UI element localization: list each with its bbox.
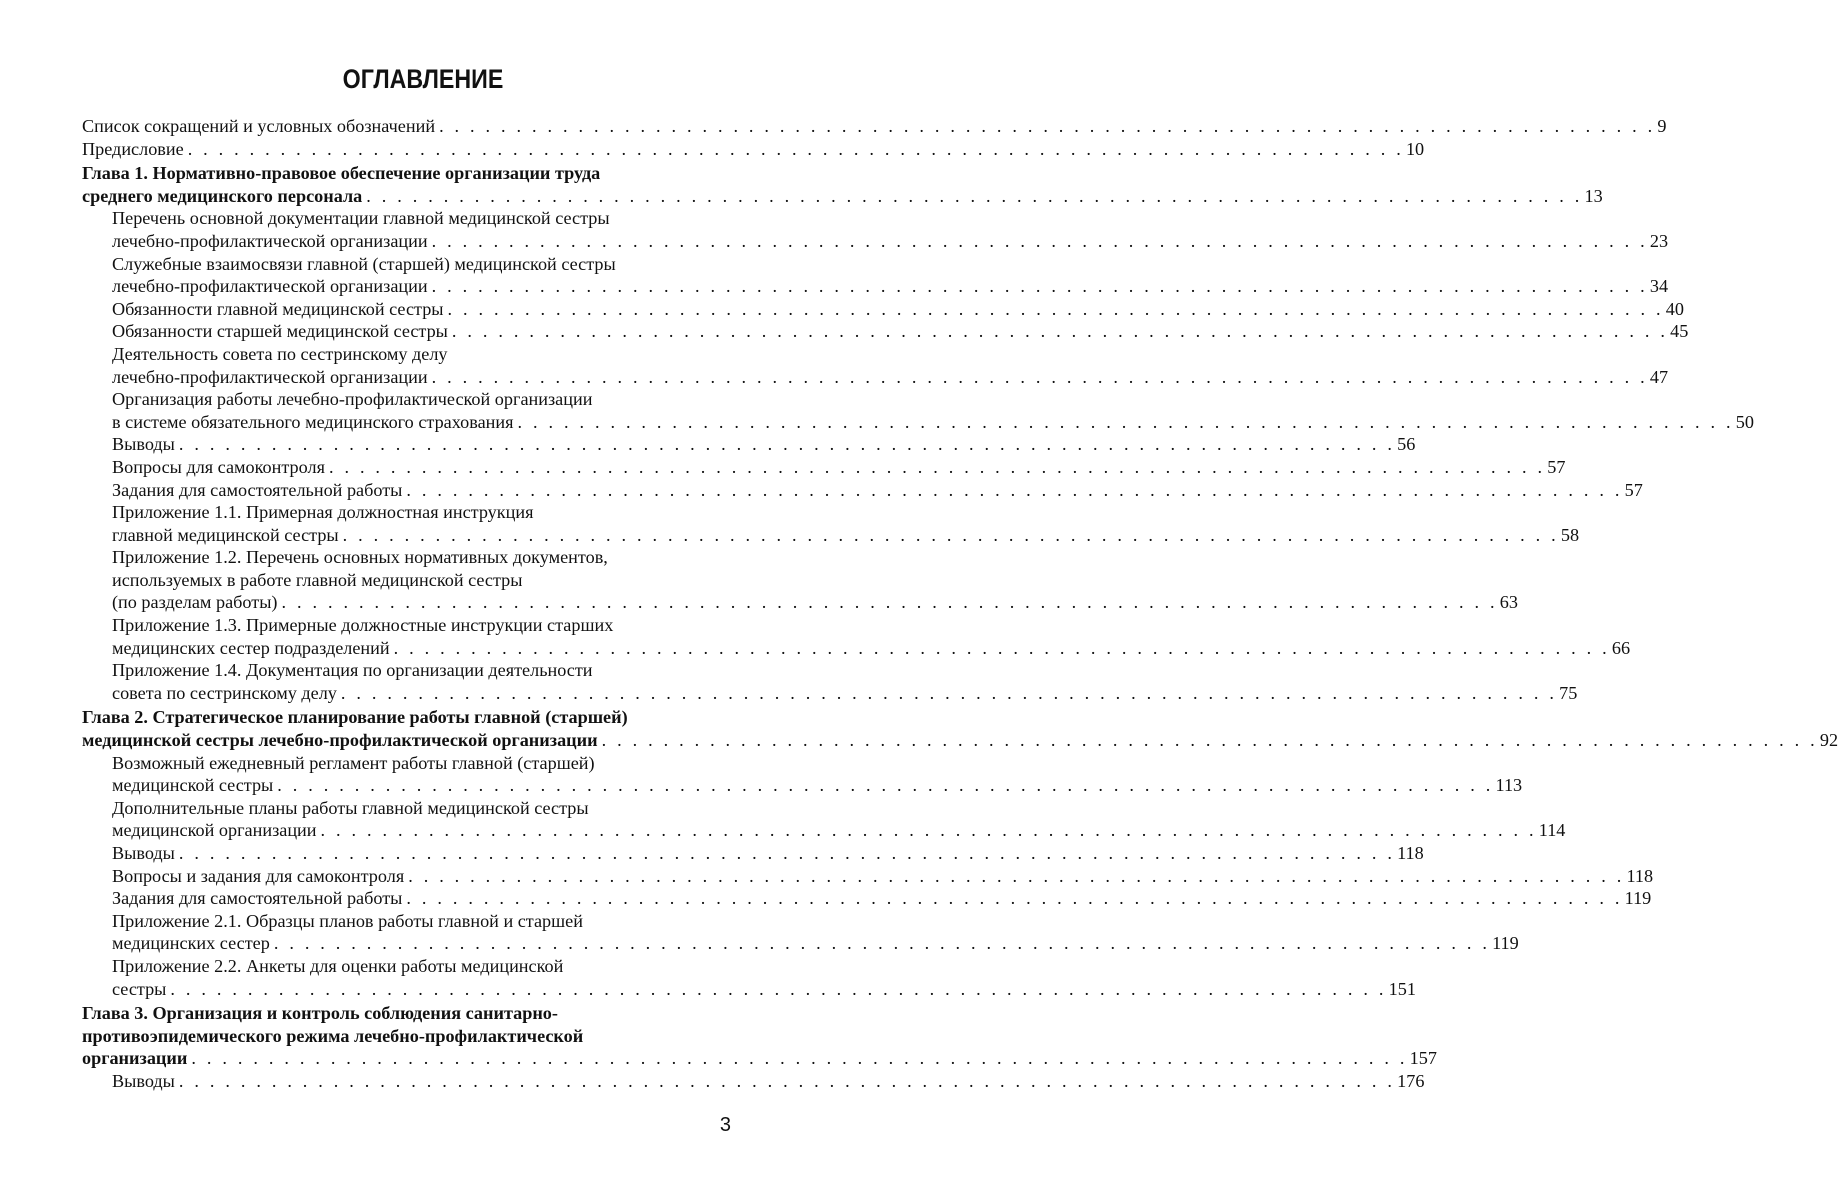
toc-subentry[interactable]	[82, 865, 1654, 888]
dot-leader: . . . . . . . . . . . . . . . . . . . . . . . . . . . . . . . . . . . . . . . . . . . . . . . . . . . . . . . . . . . . . . . . . . . . . . . . . . . . . . .	[406, 479, 1623, 500]
dot-leader: . . . . . . . . . . . . . . . . . . . . . . . . . . . . . . . . . . . . . . . . . . . . . . . . . . . . . . . . . . . . . . . . . . . . . . . . . . . . . . .	[320, 820, 1537, 841]
toc-entry-line: используемых в работе главной медицинской сестры	[112, 569, 523, 590]
toc-entry-last-line	[82, 185, 1603, 208]
toc-entry-last-line	[112, 366, 1669, 389]
toc-page-number: 118	[1397, 843, 1424, 863]
toc-entry-text: Вопросы и задания для самоконтроля	[112, 865, 405, 886]
toc-page-number: 57	[1624, 479, 1643, 500]
toc-entry-last-line	[112, 865, 1654, 888]
toc-page-number: 47	[1649, 366, 1669, 387]
toc-entry-line: Глава 1. Нормативно-правовое обеспечение организации труда	[82, 163, 601, 184]
toc-entry-last-line	[82, 729, 1838, 752]
dot-leader: . . . . . . . . . . . . . . . . . . . . . . . . . . . . . . . . . . . . . . . . . . . . . . . . . . . . . . . . . . . . . . . . . . . . . . . . . . . . . . .	[277, 775, 1494, 796]
dot-leader: . . . . . . . . . . . . . . . . . . . . . . . . . . . . . . . . . . . . . . . . . . . . . . . . . . . . . . . . . . . . . . . . . . . . . . . . . . . . . . .	[431, 276, 1648, 297]
dot-leader: . . . . . . . . . . . . . . . . . . . . . . . . . . . . . . . . . . . . . . . . . . . . . . . . . . . . . . . . . . . . . . . . . . . . . . . . . . . . . . .	[451, 321, 1669, 342]
toc-subentry[interactable]	[82, 842, 1424, 865]
toc-entry-text: медицинских сестер подразделений	[112, 637, 390, 658]
table-of-contents	[82, 115, 1838, 1093]
toc-page-number: 57	[1547, 456, 1566, 477]
toc-entry-text: Обязанности старшей медицинской сестры	[112, 321, 448, 342]
toc-entry-text: Выводы	[112, 434, 175, 455]
toc-subentry[interactable]	[82, 910, 1519, 955]
dot-leader: . . . . . . . . . . . . . . . . . . . . . . . . . . . . . . . . . . . . . . . . . . . . . . . . . . . . . . . . . . . . . . . . . . . . . . . . . . . . . . .	[342, 524, 1559, 545]
toc-page-number: 119	[1492, 933, 1519, 954]
dot-leader: . . . . . . . . . . . . . . . . . . . . . . . . . . . . . . . . . . . . . . . . . . . . . . . . . . . . . . . . . . . . . . . . . . . . . . . . . . . . . . .	[178, 843, 1396, 863]
toc-page-number: 119	[1624, 888, 1652, 909]
toc-entry-text: среднего медицинского персонала	[82, 185, 363, 206]
toc-chapter-entry[interactable]	[82, 162, 1603, 207]
dot-leader: . . . . . . . . . . . . . . . . . . . . . . . . . . . . . . . . . . . . . . . . . . . . . . . . . . . . . . . . . . . . . . . . . . . . . . . . . . . . . . .	[191, 1048, 1408, 1069]
toc-entry-last-line	[112, 591, 1518, 614]
toc-entry-line: Деятельность совета по сестринскому делу	[112, 343, 448, 364]
dot-leader: . . . . . . . . . . . . . . . . . . . . . . . . . . . . . . . . . . . . . . . . . . . . . . . . . . . . . . . . . . . . . . . . . . . . . . . . . . . . . . .	[447, 298, 1664, 319]
dot-leader: . . . . . . . . . . . . . . . . . . . . . . . . . . . . . . . . . . . . . . . . . . . . . . . . . . . . . . . . . . . . . . . . . . . . . . . . . . . . . . .	[408, 865, 1625, 886]
toc-entry-text: совета по сестринскому делу	[112, 682, 337, 703]
toc-subentry[interactable]	[82, 388, 1754, 433]
toc-entry-line: Приложение 1.4. Документация по организации деятельности	[112, 660, 593, 681]
toc-entry-last-line	[112, 230, 1669, 253]
toc-entry-line: Дополнительные планы работы главной медицинской сестры	[112, 797, 589, 818]
toc-entry[interactable]	[82, 138, 1425, 161]
toc-entry-line: Организация работы лечебно-профилактической организации	[112, 389, 593, 410]
toc-entry-last-line	[112, 774, 1523, 797]
toc-entry-line: Приложение 1.2. Перечень основных нормативных документов,	[112, 547, 608, 568]
toc-page-number: 10	[1405, 138, 1425, 159]
toc-subentry[interactable]	[82, 752, 1523, 797]
toc-entry-text: медицинской сестры	[112, 775, 274, 796]
toc-page-number: 13	[1584, 185, 1603, 206]
toc-page-number: 56	[1397, 434, 1416, 455]
toc-page-number: 118	[1626, 865, 1654, 886]
toc-entry-text: лечебно-профилактической организации	[112, 366, 428, 387]
dot-leader: . . . . . . . . . . . . . . . . . . . . . . . . . . . . . . . . . . . . . . . . . . . . . . . . . . . . . . . . . . . . . . . . . . . . . . . . . . . . . . .	[431, 230, 1648, 251]
toc-subentry[interactable]	[82, 546, 1518, 614]
toc-page-number: 66	[1611, 637, 1631, 658]
toc-entry-last-line	[112, 978, 1416, 1001]
toc-entry-text: лечебно-профилактической организации	[112, 230, 428, 251]
toc-subentry[interactable]	[82, 797, 1566, 842]
toc-entry-line: Приложение 1.3. Примерные должностные инструкции старших	[112, 615, 614, 636]
toc-entry-last-line	[112, 1070, 1425, 1093]
toc-entry-line: противоэпидемического режима лечебно-профилактической	[82, 1025, 584, 1046]
toc-entry-last-line	[112, 275, 1669, 298]
toc-entry-text: Задания для самостоятельной работы	[112, 888, 403, 909]
toc-entry-text: в системе обязательного медицинского страхования	[112, 411, 514, 432]
toc-entry-last-line	[112, 411, 1754, 434]
toc-entry-last-line	[112, 456, 1566, 479]
toc-entry-line: Возможный ежедневный регламент работы главной (старшей)	[112, 752, 595, 773]
toc-subentry[interactable]	[82, 433, 1416, 456]
toc-page-number: 23	[1649, 230, 1669, 251]
toc-subentry[interactable]	[82, 207, 1669, 252]
toc-entry-last-line	[112, 298, 1684, 321]
toc-entry-last-line	[112, 320, 1689, 343]
toc-entry-text: Обязанности главной медицинской сестры	[112, 298, 444, 319]
toc-entry-text: сестры	[112, 978, 167, 999]
toc-entry-text: медицинской организации	[112, 820, 317, 841]
toc-subentry[interactable]	[82, 887, 1652, 910]
toc-entry[interactable]	[82, 115, 1667, 138]
toc-entry-last-line	[112, 932, 1519, 955]
toc-entry-last-line	[112, 842, 1424, 865]
dot-leader: . . . . . . . . . . . . . . . . . . . . . . . . . . . . . . . . . . . . . . . . . . . . . . . . . . . . . . . . . . . . . . . . . . . . . . . . . . . . . . .	[178, 1070, 1396, 1091]
toc-page-number: 176	[1397, 1070, 1425, 1091]
toc-entry-last-line	[82, 115, 1667, 138]
toc-page-number: 157	[1409, 1048, 1437, 1069]
toc-entry-last-line	[112, 637, 1631, 660]
toc-subentry[interactable]	[82, 456, 1566, 479]
toc-entry-last-line	[112, 819, 1566, 842]
dot-leader: . . . . . . . . . . . . . . . . . . . . . . . . . . . . . . . . . . . . . . . . . . . . . . . . . . . . . . . . . . . . . . . . . . . . . . . . . . . . . . .	[431, 366, 1648, 387]
toc-page-number: 114	[1538, 820, 1566, 841]
toc-entry-text: главной медицинской сестры	[112, 524, 339, 545]
toc-entry-last-line	[112, 682, 1578, 705]
toc-entry-text: Выводы	[112, 843, 175, 863]
toc-subentry[interactable]	[82, 298, 1684, 321]
toc-entry-line: Приложение 2.1. Образцы планов работы главной и старшей	[112, 910, 583, 931]
dot-leader: . . . . . . . . . . . . . . . . . . . . . . . . . . . . . . . . . . . . . . . . . . . . . . . . . . . . . . . . . . . . . . . . . . . . . . . . . . . . . . .	[439, 116, 1656, 136]
toc-subentry[interactable]	[82, 501, 1580, 546]
toc-entry-line: Приложение 2.2. Анкеты для оценки работы медицинской	[112, 955, 564, 976]
toc-entry-line: Глава 3. Организация и контроль соблюдения санитарно-	[82, 1003, 558, 1024]
toc-chapter-entry[interactable]	[82, 1002, 1437, 1070]
toc-subentry[interactable]	[82, 320, 1689, 343]
toc-page-number: 34	[1649, 276, 1669, 297]
toc-page-number: 50	[1735, 411, 1754, 432]
toc-entry-text: организации	[82, 1048, 188, 1069]
toc-chapter-entry[interactable]	[82, 706, 1838, 751]
toc-page-number: 58	[1560, 524, 1580, 545]
dot-leader: . . . . . . . . . . . . . . . . . . . . . . . . . . . . . . . . . . . . . . . . . . . . . . . . . . . . . . . . . . . . . . . . . . . . . . . . . . . . . . .	[340, 682, 1558, 703]
toc-entry-text: лечебно-профилактической организации	[112, 276, 428, 297]
toc-entry-text: Список сокращений и условных обозначений	[82, 116, 436, 136]
dot-leader: . . . . . . . . . . . . . . . . . . . . . . . . . . . . . . . . . . . . . . . . . . . . . . . . . . . . . . . . . . . . . . . . . . . . . . . . . . . . . . .	[366, 185, 1583, 206]
toc-page-number: 63	[1499, 592, 1518, 613]
toc-entry-line: Глава 2. Стратегическое планирование работы главной (старшей)	[82, 707, 628, 728]
toc-subentry[interactable]	[82, 253, 1669, 298]
toc-entry-text: (по разделам работы)	[112, 592, 278, 613]
dot-leader: . . . . . . . . . . . . . . . . . . . . . . . . . . . . . . . . . . . . . . . . . . . . . . . . . . . . . . . . . . . . . . . . . . . . . . . . . . . . . . .	[601, 730, 1818, 751]
toc-subentry[interactable]	[82, 343, 1669, 388]
toc-page-number: 92	[1819, 730, 1838, 751]
dot-leader: . . . . . . . . . . . . . . . . . . . . . . . . . . . . . . . . . . . . . . . . . . . . . . . . . . . . . . . . . . . . . . . . . . . . . . . . . . . . . . .	[517, 411, 1734, 432]
toc-entry-line: Перечень основной документации главной медицинской сестры	[112, 208, 610, 229]
toc-entry-text: медицинской сестры лечебно-профилактической организации	[82, 730, 598, 751]
dot-leader: . . . . . . . . . . . . . . . . . . . . . . . . . . . . . . . . . . . . . . . . . . . . . . . . . . . . . . . . . . . . . . . . . . . . . . . . . . . . . . .	[273, 933, 1491, 954]
toc-page-number: 9	[1657, 116, 1667, 136]
toc-entry-last-line	[112, 433, 1416, 456]
toc-entry-text: Выводы	[112, 1070, 175, 1091]
dot-leader: . . . . . . . . . . . . . . . . . . . . . . . . . . . . . . . . . . . . . . . . . . . . . . . . . . . . . . . . . . . . . . . . . . . . . . . . . . . . . . .	[393, 637, 1610, 658]
toc-page-number: 45	[1670, 321, 1689, 342]
toc-page-number: 40	[1665, 298, 1684, 319]
toc-subentry[interactable]	[82, 659, 1578, 704]
toc-page-number: 151	[1388, 978, 1416, 999]
toc-page-number: 113	[1495, 775, 1523, 796]
toc-entry-text: медицинских сестер	[112, 933, 270, 954]
dot-leader: . . . . . . . . . . . . . . . . . . . . . . . . . . . . . . . . . . . . . . . . . . . . . . . . . . . . . . . . . . . . . . . . . . . . . . . . . . . . . . .	[178, 434, 1396, 455]
toc-subentry[interactable]	[82, 955, 1416, 1000]
toc-subentry[interactable]	[82, 614, 1631, 659]
toc-page-number: 75	[1559, 682, 1578, 703]
toc-entry-last-line	[82, 1047, 1437, 1070]
toc-entry-text: Задания для самостоятельной работы	[112, 479, 403, 500]
dot-leader: . . . . . . . . . . . . . . . . . . . . . . . . . . . . . . . . . . . . . . . . . . . . . . . . . . . . . . . . . . . . . . . . . . . . . . . . . . . . . . .	[328, 456, 1546, 477]
toc-entry-last-line	[82, 138, 1425, 161]
toc-entry-last-line	[112, 479, 1643, 502]
toc-entry-last-line	[112, 887, 1652, 910]
toc-entry-line: Приложение 1.1. Примерная должностная инструкция	[112, 502, 534, 523]
toc-entry-last-line	[112, 524, 1580, 547]
page-number: 3	[719, 1114, 731, 1136]
toc-entry-text: Предисловие	[82, 138, 184, 159]
dot-leader: . . . . . . . . . . . . . . . . . . . . . . . . . . . . . . . . . . . . . . . . . . . . . . . . . . . . . . . . . . . . . . . . . . . . . . . . . . . . . . .	[281, 592, 1498, 613]
dot-leader: . . . . . . . . . . . . . . . . . . . . . . . . . . . . . . . . . . . . . . . . . . . . . . . . . . . . . . . . . . . . . . . . . . . . . . . . . . . . . . .	[187, 138, 1404, 159]
toc-entry-text: Вопросы для самоконтроля	[112, 456, 325, 477]
toc-subentry[interactable]	[82, 479, 1643, 502]
dot-leader: . . . . . . . . . . . . . . . . . . . . . . . . . . . . . . . . . . . . . . . . . . . . . . . . . . . . . . . . . . . . . . . . . . . . . . . . . . . . . . .	[406, 888, 1623, 909]
toc-entry-line: Служебные взаимосвязи главной (старшей) медицинской сестры	[112, 253, 616, 274]
toc-subentry[interactable]	[82, 1070, 1425, 1093]
page-title: ОГЛАВЛЕНИЕ	[342, 64, 504, 94]
dot-leader: . . . . . . . . . . . . . . . . . . . . . . . . . . . . . . . . . . . . . . . . . . . . . . . . . . . . . . . . . . . . . . . . . . . . . . . . . . . . . . .	[170, 978, 1387, 999]
